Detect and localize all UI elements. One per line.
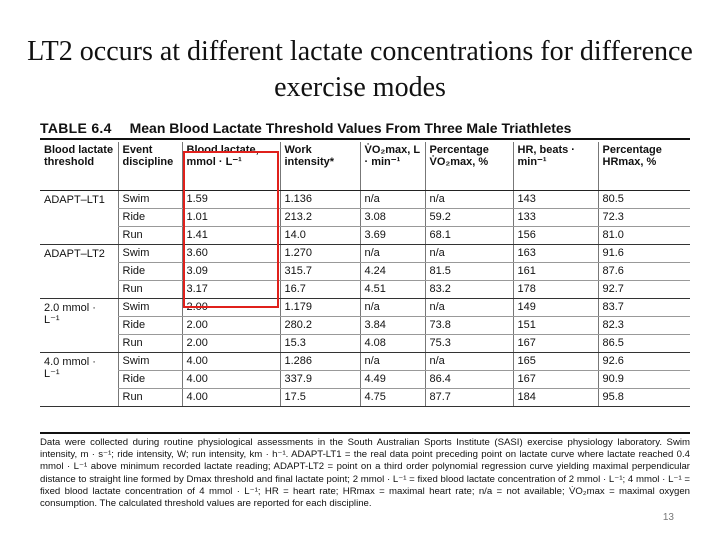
table-cell: 87.6 (598, 263, 690, 281)
table-cell: 213.2 (280, 209, 360, 227)
table-caption-label: TABLE 6.4 (40, 120, 112, 136)
table-cell: 72.3 (598, 209, 690, 227)
table-cell: 1.59 (182, 191, 280, 209)
table-cell: 14.0 (280, 227, 360, 245)
table-row (40, 209, 690, 227)
table-cell: 83.2 (425, 281, 513, 299)
table-cell: 81.0 (598, 227, 690, 245)
table-cell: n/a (425, 191, 513, 209)
table-cell: 68.1 (425, 227, 513, 245)
table-cell: n/a (360, 353, 425, 371)
column-header: HR, beats · min⁻¹ (513, 142, 598, 191)
table-cell: 91.6 (598, 245, 690, 263)
table-cell: 2.00 (182, 335, 280, 353)
table-cell: 2.00 (182, 317, 280, 335)
column-header: Work intensity* (280, 142, 360, 191)
table-cell: n/a (360, 299, 425, 317)
table-row (40, 281, 690, 299)
table-cell: n/a (425, 245, 513, 263)
table-cell: 15.3 (280, 335, 360, 353)
event-discipline-cell: Run (118, 389, 182, 407)
table-cell: 3.69 (360, 227, 425, 245)
column-header: Blood lactate, mmol · L⁻¹ (182, 142, 280, 191)
table-header-row (40, 142, 690, 191)
table-cell: 59.2 (425, 209, 513, 227)
threshold-label: 4.0 mmol · L⁻¹ (40, 353, 118, 407)
table-cell: 165 (513, 353, 598, 371)
table-cell: 95.8 (598, 389, 690, 407)
table-cell: 1.179 (280, 299, 360, 317)
table-cell: 4.00 (182, 371, 280, 389)
table-cell: 4.00 (182, 389, 280, 407)
event-discipline-cell: Swim (118, 353, 182, 371)
table-row (40, 263, 690, 281)
threshold-label: 2.0 mmol · L⁻¹ (40, 299, 118, 353)
table-cell: 184 (513, 389, 598, 407)
table-row (40, 371, 690, 389)
lactate-threshold-table (40, 142, 690, 407)
table-cell: 1.286 (280, 353, 360, 371)
column-header: Percentage HRmax, % (598, 142, 690, 191)
table-row (40, 299, 690, 317)
table-row (40, 191, 690, 209)
event-discipline-cell: Ride (118, 263, 182, 281)
table-cell: 80.5 (598, 191, 690, 209)
table-body (40, 191, 690, 407)
table-cell: n/a (425, 353, 513, 371)
table-cell: 4.51 (360, 281, 425, 299)
table-cell: 90.9 (598, 371, 690, 389)
table-cell: 3.08 (360, 209, 425, 227)
event-discipline-cell: Ride (118, 371, 182, 389)
table-cell: 133 (513, 209, 598, 227)
table-cell: 16.7 (280, 281, 360, 299)
table-cell: 4.08 (360, 335, 425, 353)
table-footnote: Data were collected during routine physiological assessments in the South Australian Sports Institute (SASI) exercise physiology laboratory. Swim intensity, m · s⁻¹; ride intensity, W; run intensity, km · h⁻¹. ADAPT-LT1 = the real data point preceding point on lactate curve where lactate reached 0.4 mmol · L⁻¹ above minimum recorded lactate reading; ADAPT-LT2 = point on a third order polynomial regression curve yielding maximal perpendicular distance to straight line formed by Dmax threshold and final lactate point; 2 mmol · L⁻¹ = fixed blood lactate concentration of 2 mmol · L⁻¹; 4 mmol · L⁻¹ = fixed blood lactate concentration of 4 mmol · L⁻¹; HR = heart rate; HRmax = maximal heart rate; n/a = not available; V̇O₂max = maximal oxygen consumption. The calculated threshold values are reported for each discipline. (40, 432, 690, 510)
table-cell: 73.8 (425, 317, 513, 335)
threshold-label: ADAPT–LT1 (40, 191, 118, 245)
table-cell: 315.7 (280, 263, 360, 281)
table-cell: 86.4 (425, 371, 513, 389)
table-row (40, 335, 690, 353)
table-cell: 167 (513, 371, 598, 389)
table-cell: 81.5 (425, 263, 513, 281)
slide-title: LT2 occurs at different lactate concentrations for difference exercise modes (27, 36, 693, 103)
table-caption (40, 120, 690, 136)
table-cell: n/a (425, 299, 513, 317)
table-cell: 149 (513, 299, 598, 317)
blood-lactate-highlight-box (183, 151, 279, 308)
column-header: Event discipline (118, 142, 182, 191)
event-discipline-cell: Swim (118, 245, 182, 263)
table-cell: 1.41 (182, 227, 280, 245)
table-row (40, 353, 690, 371)
table-caption-text: Mean Blood Lactate Threshold Values From Three Male Triathletes (129, 120, 572, 136)
table-cell: 3.84 (360, 317, 425, 335)
table-cell: 163 (513, 245, 598, 263)
column-header: Blood lactate threshold (40, 142, 118, 191)
table-cell: 75.3 (425, 335, 513, 353)
column-header: V̇O₂max, L · min⁻¹ (360, 142, 425, 191)
table-cell: 337.9 (280, 371, 360, 389)
table-cell: 4.75 (360, 389, 425, 407)
table-top-rule (40, 138, 690, 140)
event-discipline-cell: Ride (118, 317, 182, 335)
threshold-label: ADAPT–LT2 (40, 245, 118, 299)
table-cell: 87.7 (425, 389, 513, 407)
table-cell: 17.5 (280, 389, 360, 407)
table-cell: 83.7 (598, 299, 690, 317)
table-cell: n/a (360, 245, 425, 263)
table-cell: 82.3 (598, 317, 690, 335)
page-number: 13 (662, 512, 674, 523)
table-cell: 1.136 (280, 191, 360, 209)
table-cell: 156 (513, 227, 598, 245)
table-cell: 151 (513, 317, 598, 335)
table-cell: 1.01 (182, 209, 280, 227)
table-row (40, 227, 690, 245)
event-discipline-cell: Run (118, 227, 182, 245)
table-cell: 86.5 (598, 335, 690, 353)
table-cell: 280.2 (280, 317, 360, 335)
event-discipline-cell: Swim (118, 299, 182, 317)
table-cell: 161 (513, 263, 598, 281)
table-cell: 92.6 (598, 353, 690, 371)
table-cell: 92.7 (598, 281, 690, 299)
table-cell: 4.49 (360, 371, 425, 389)
table-cell: 3.17 (182, 281, 280, 299)
table-row (40, 317, 690, 335)
table-cell: 2.00 (182, 299, 280, 317)
event-discipline-cell: Run (118, 281, 182, 299)
table-cell: n/a (360, 191, 425, 209)
event-discipline-cell: Swim (118, 191, 182, 209)
table-cell: 4.00 (182, 353, 280, 371)
table-cell: 143 (513, 191, 598, 209)
table-cell: 3.09 (182, 263, 280, 281)
column-header: Percentage V̇O₂max, % (425, 142, 513, 191)
event-discipline-cell: Run (118, 335, 182, 353)
event-discipline-cell: Ride (118, 209, 182, 227)
table-row (40, 245, 690, 263)
table-cell: 1.270 (280, 245, 360, 263)
table-cell: 4.24 (360, 263, 425, 281)
table-cell: 178 (513, 281, 598, 299)
table-cell: 167 (513, 335, 598, 353)
table-cell: 3.60 (182, 245, 280, 263)
table-row (40, 389, 690, 407)
